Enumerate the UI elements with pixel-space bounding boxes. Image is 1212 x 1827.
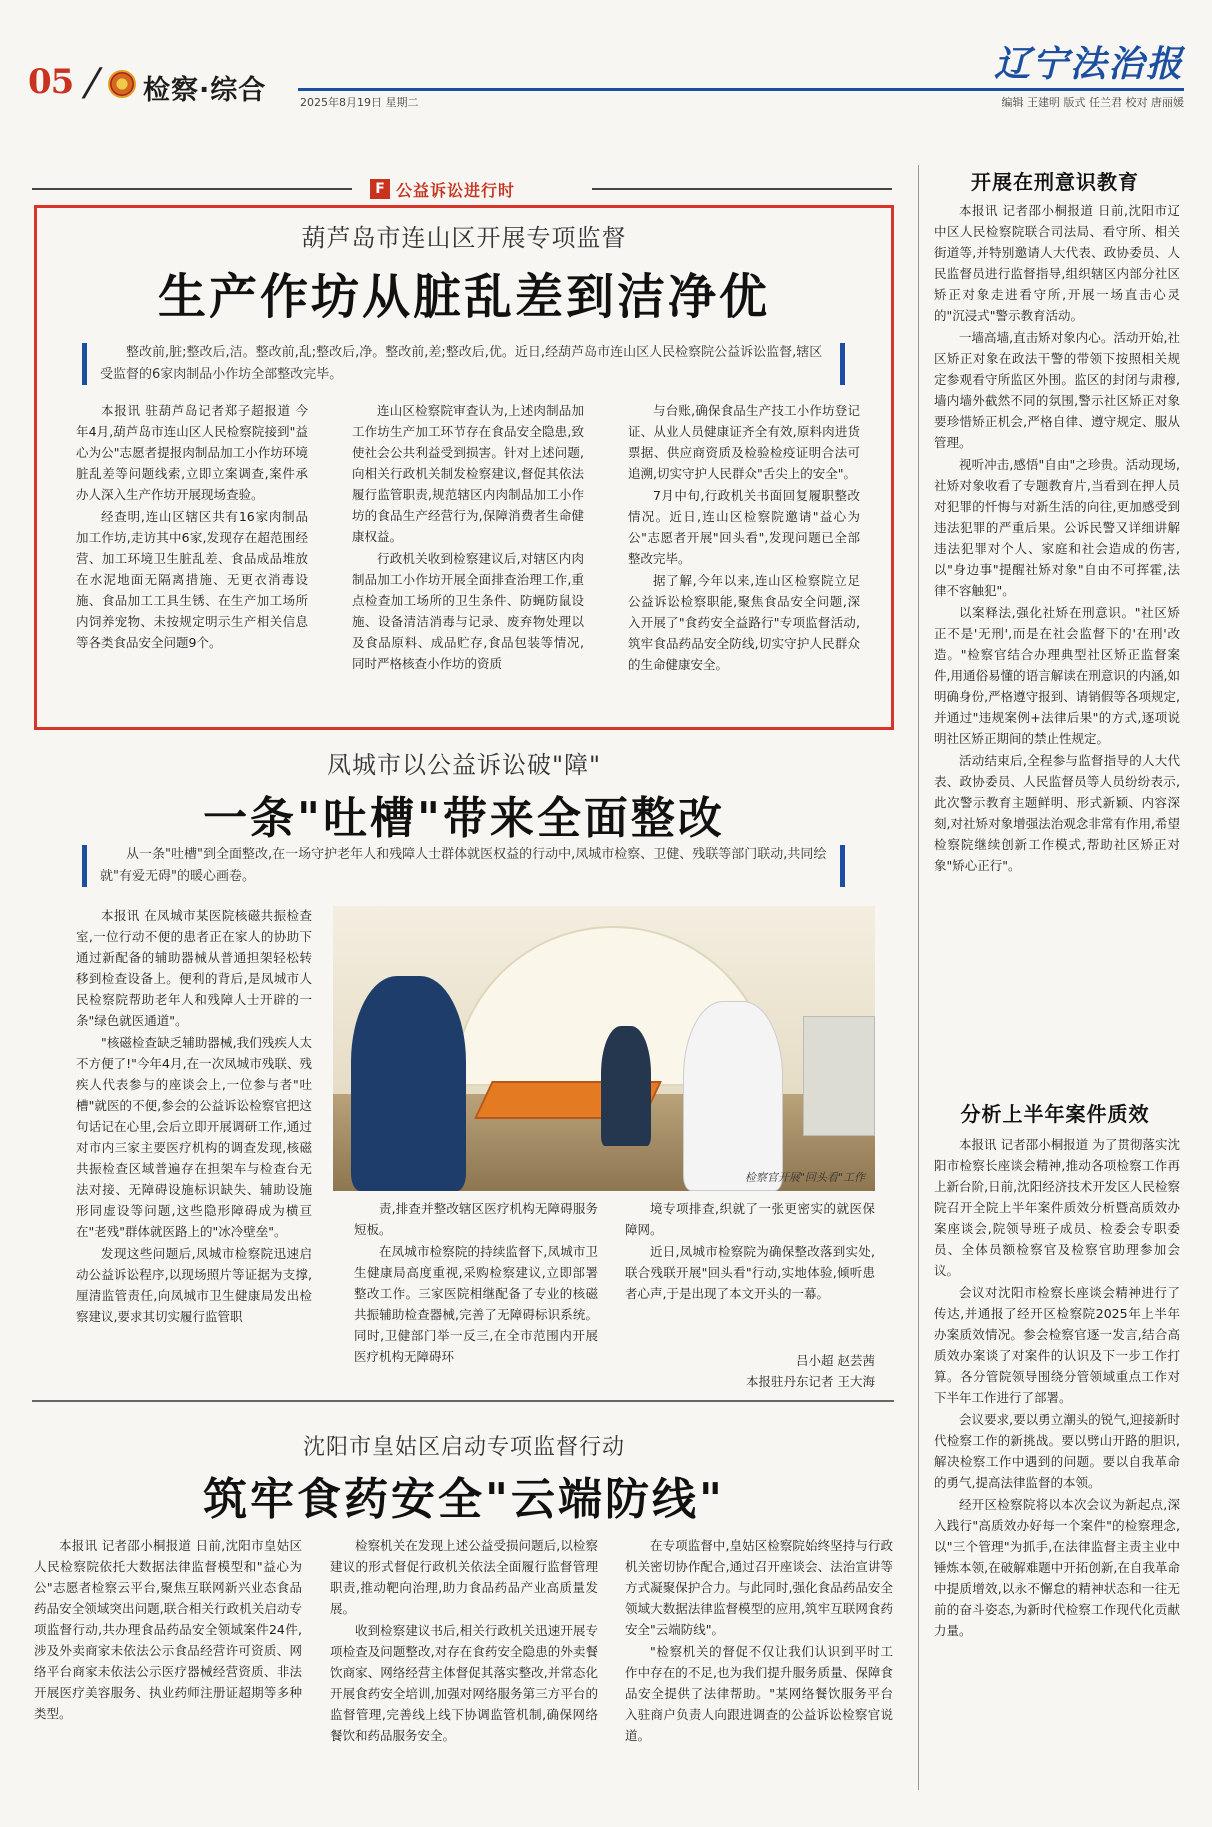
banner-label: 公益诉讼进行时 bbox=[396, 180, 516, 200]
paragraph: 责,排查并整改辖区医疗机构无障碍服务短板。 bbox=[354, 1201, 598, 1237]
paragraph: 连山区检察院审查认为,上述肉制品加工作坊生产加工环节存在食品安全隐患,致使社会公共利益受到损害。针对上述问题,向相关行政机关制发检察建议,督促其依法履行监管职责,规范辖区内肉制品加工小作坊的食品生产经营行为,保障消费者生命健康权益。 bbox=[352, 403, 584, 544]
paragraph: 检察机关在发现上述公益受损问题后,以检察建议的形式督促行政机关依法全面履行监督管理职责,推动靶向治理,助力食品药品产业高质量发展。 bbox=[330, 1538, 598, 1616]
side-article-1-headline: 开展在刑意识教育 bbox=[971, 170, 1139, 194]
column-divider bbox=[918, 165, 919, 1790]
person-staff bbox=[601, 1026, 651, 1146]
paragraph: 本报讯 记者邵小桐报道 日前,沈阳市皇姑区人民检察院依托大数据法律监督模型和"益心为公"志愿者检察云平台,聚焦互联网新兴业态食品药品安全领域突出问题,联合相关行政机关启动专项监督行动,共办理食品药品安全领域案件24件,涉及外卖商家未依法公示食品经营许可资质、网络平台商家未依法公示医疗器械经营资质、非法开展医疗美容服务、执业药师注册证超期等多种类型。 bbox=[34, 1538, 302, 1721]
page-number: 05 bbox=[28, 62, 74, 102]
side-article-2-headline: 分析上半年案件质效 bbox=[960, 1102, 1150, 1126]
article-2-column-2 bbox=[354, 1198, 598, 1368]
article-3-column-3 bbox=[625, 1535, 893, 1747]
section-banner bbox=[32, 178, 892, 200]
paragraph: 与台账,确保食品生产技工小作坊登记证、从业人员健康证齐全有效,原料肉进货票据、供应商资质及检验检疫证明合法可追溯,切实守护人民群众"舌尖上的安全"。 bbox=[628, 403, 860, 481]
side-article-2-body bbox=[934, 1134, 1180, 1642]
article-3-headline: 筑牢食药安全"云端防线" bbox=[203, 1474, 725, 1525]
paragraph: 经查明,连山区辖区共有16家肉制品加工作坊,走访其中6家,发现存在超范围经营、加工环境卫生脏乱差、食品成品堆放在水泥地面无隔离措施、无更衣消毒设施、食品加工工具生锈、在生产加工场所内饲养宠物、未按规定明示生产相关信息等各类食品安全问题9个。 bbox=[76, 509, 308, 650]
paragraph: 境专项排查,织就了一张更密实的就医保障网。 bbox=[625, 1201, 875, 1237]
article-2-column-1 bbox=[76, 905, 312, 1328]
paragraph: 经开区检察院将以本次会议为新起点,深入践行"高质效办好每一个案件"的检察理念,以"三个管理"为抓手,在法律监督主责主业中锤炼本领,在破解难题中开拓创新,在自我革命中提质增效,以永不懈怠的精神状态和一往无前的奋斗姿态,为新时代检察工作现代化贡献力量。 bbox=[934, 1497, 1180, 1638]
article-2-column-3 bbox=[625, 1198, 875, 1305]
banner-tag bbox=[370, 178, 515, 200]
paragraph: 视听冲击,感悟"自由"之珍贵。活动现场,社矫对象收看了专题教育片,当看到在押人员对犯罪的忏悔与对新生活的向往,更加感受到违法犯罪的严重后果。公诉民警又详细讲解违法犯罪对个人、家庭和社会造成的伤害,以"身边事"提醒社矫对象"自由不可挥霍,法律不容触犯"。 bbox=[934, 457, 1180, 598]
paragraph: 一墙高墙,直击矫对象内心。活动开始,社区矫正对象在政法干警的带领下按照相关规定参观看守所监区外围。监区的封闭与肃穆,墙内墙外截然不同的氛围,警示社区矫正对象要珍惜矫正机会,严格自律、遵守规定、服从管理。 bbox=[934, 330, 1180, 450]
side-article-1-body bbox=[934, 200, 1180, 877]
paragraph: 行政机关收到检察建议后,对辖区内肉制品加工小作坊开展全面排查治理工作,重点检查加工场所的卫生条件、防蝇防鼠设施、设备清洁消毒与记录、废弃物处理以及食品原料、成品贮存,食品包装等情况,同时严格核查小作坊的资质 bbox=[352, 551, 584, 671]
article-2-lead: 从一条"吐槽"到全面整改,在一场守护老年人和残障人士群体就医权益的行动中,凤城市检察、卫健、残联等部门联动,共同绘就"有爱无碍"的暖心画卷。 bbox=[100, 847, 827, 884]
paragraph: 会议要求,要以勇立潮头的锐气,迎接新时代检察工作的新挑战。要以劈山开路的胆识,解决检察工作中遇到的问题。要以自我革命的勇气,提高法律监督的本领。 bbox=[934, 1412, 1180, 1490]
page-slash: / bbox=[80, 60, 105, 104]
lead-bar bbox=[840, 845, 845, 887]
article-3-column-2 bbox=[330, 1535, 598, 1747]
article-2-headline: 一条"吐槽"带来全面整改 bbox=[203, 793, 725, 844]
paragraph: 本报讯 记者邵小桐报道 日前,沈阳市辽中区人民检察院联合司法局、看守所、相关街道等,并特别邀请人大代表、政协委员、人民监督员进行监督指导,组织辖区内部分社区矫正对象走进看守所,开展一场直击心灵的"沉浸式"警示教育活动。 bbox=[934, 203, 1180, 323]
lead-bar bbox=[82, 343, 87, 385]
paragraph: 收到检察建议书后,相关行政机关迅速开展专项检查及问题整改,对存在食药安全隐患的外卖餐饮商家、网络经营主体督促其落实整改,并常态化开展食药安全培训,加强对网络服务第三方平台的监督管理,完善线上线下协调监管机制,确保网络餐饮和药品服务安全。 bbox=[330, 1623, 598, 1743]
article-2-byline-2: 本报驻丹东记者 王大海 bbox=[746, 1374, 875, 1389]
article-1-headline: 生产作坊从脏乱差到洁净优 bbox=[157, 269, 770, 325]
paper-logo: 辽宁法治报 bbox=[993, 43, 1184, 85]
paragraph: "核磁检查缺乏辅助器械,我们残疾人太不方便了!"今年4月,在一次凤城市残联、残疾人代表参与的座谈会上,一位参与者"吐槽"就医的不便,参会的公益诉讼检察官把这句话记在心里,会后立即开展调研工作,通过对市内三家主要医疗机构的调查发现,核磁共振检查区域普遍存在担架车与检查台无法对接、无障碍设施标识缺失、辅助设施形同虚设等问题,这些隐形障碍成为横亘在"老残"群体就医路上的"冰冷壁垒"。 bbox=[76, 1035, 312, 1239]
paragraph: 本报讯 在凤城市某医院核磁共振检查室,一位行动不便的患者正在家人的协助下通过新配备的辅助器械从普通担架轻松转移到检查设备上。便利的背后,是凤城市人民检察院帮助老年人和残障人士开辟的一条"绿色就医通道"。 bbox=[76, 908, 312, 1028]
person-doctor bbox=[683, 1001, 783, 1191]
paragraph: 近日,凤城市检察院为确保整改落到实处,联合残联开展"回头看"行动,实地体验,倾听患者心声,于是出现了本文开头的一幕。 bbox=[625, 1244, 875, 1301]
issue-date: 2025年8月19日 星期二 bbox=[300, 96, 419, 109]
national-emblem-icon bbox=[108, 70, 136, 98]
masthead-rule bbox=[298, 88, 1184, 91]
photo-caption: 检察官开展"回头看"工作 bbox=[744, 1171, 865, 1184]
article-1-column-3 bbox=[628, 400, 860, 676]
article-2-byline-1: 吕小超 赵芸茜 bbox=[796, 1353, 875, 1368]
paragraph: 本报讯 记者邵小桐报道 为了贯彻落实沈阳市检察长座谈会精神,推动各项检察工作再上新台阶,日前,沈阳经济技术开发区人民检察院召开全院上半年案件质效分析暨高质效办案座谈会,院领导班子成员、检委会专职委员、全体员额检察官及检察官助理参加会议。 bbox=[934, 1137, 1180, 1278]
article-1-column-1 bbox=[76, 400, 308, 654]
article-1-kicker: 葫芦岛市连山区开展专项监督 bbox=[301, 224, 627, 252]
paragraph: 在专项监督中,皇姑区检察院始终坚持与行政机关密切协作配合,通过召开座谈会、法治宣讲等方式凝聚保护合力。与此同时,强化食品药品安全领域大数据法律监督模型的应用,筑牢互联网食药安全"云端防线"。 bbox=[625, 1538, 893, 1637]
banner-letter-icon: F bbox=[370, 179, 390, 199]
person-prosecutor bbox=[351, 976, 466, 1191]
lead-bar bbox=[840, 343, 845, 385]
article-2-kicker: 凤城市以公益诉讼破"障" bbox=[326, 751, 602, 779]
paragraph: 会议对沈阳市检察长座谈会精神进行了传达,并通报了经开区检察院2025年上半年办案质效情况。参会检察官逐一发言,结合高质效办案谈了对案件的认识及下一步工作打算。各分管院领导围绕分管领域重点工作对下半年工作进行了部署。 bbox=[934, 1285, 1180, 1405]
paragraph: 本报讯 驻葫芦岛记者郑子超报道 今年4月,葫芦岛市连山区人民检察院接到"益心为公"志愿者提报肉制品加工小作坊环境脏乱差等问题线索,立即立案调查,案件承办人深入生产作坊开展现场查验。 bbox=[76, 403, 308, 502]
paragraph: 活动结束后,全程参与监督指导的人大代表、政协委员、人民监督员等人员纷纷表示,此次警示教育主题鲜明、形式新颖、内容深刻,对社矫对象增强法治观念非常有作用,希望检察院继续创新工作模式,帮助社区矫正对象"矫心正行"。 bbox=[934, 753, 1180, 873]
paragraph: "检察机关的督促不仅让我们认识到平时工作中存在的不足,也为我们提升服务质量、保障食品安全提供了法律帮助。"某网络餐饮服务平台入驻商户负责人向跟进调查的公益诉讼检察官说道。 bbox=[625, 1644, 893, 1743]
paragraph: 以案释法,强化社矫在刑意识。"社区矫正不是'无刑',而是在社会监督下的'在刑'改造。"检察官结合办理典型社区矫正监督案件,用通俗易懂的语言解读在刑意识的内涵,如明确身份,严格遵守报到、请销假等各项规定,并通过"违规案例+法律后果"的方式,逐项说明社区矫正期间的禁止性规定。 bbox=[934, 605, 1180, 746]
article-1-column-2 bbox=[352, 400, 584, 675]
article-1-lead: 整改前,脏;整改后,洁。整改前,乱;整改后,净。整改前,差;整改后,优。近日,经葫芦岛市连山区人民检察院公益诉讼监督,辖区受监督的6家肉制品小作坊全部整改完毕。 bbox=[100, 345, 823, 382]
editor-credits: 编辑 王建明 版式 任兰君 校对 唐丽媛 bbox=[1001, 96, 1184, 109]
masthead bbox=[28, 30, 1184, 115]
paragraph: 在凤城市检察院的持续监督下,凤城市卫生健康局高度重视,采购检察建议,立即部署整改工作。三家医院相继配备了专业的核磁共振辅助检查器械,完善了无障碍标识系统。同时,卫健部门举一反三,在全市范围内开展医疗机构无障碍环 bbox=[354, 1244, 598, 1364]
article-3-kicker: 沈阳市皇姑区启动专项监督行动 bbox=[302, 1435, 625, 1460]
paragraph: 据了解,今年以来,连山区检察院立足公益诉讼检察职能,聚焦食品安全问题,深入开展了"食药安全益路行"专项监督活动,筑牢食品药品安全防线,切实守护人民群众的生命健康安全。 bbox=[628, 573, 860, 672]
lead-bar bbox=[82, 845, 87, 887]
article-separator bbox=[32, 1400, 894, 1402]
news-photo bbox=[333, 906, 875, 1191]
paragraph: 7月中旬,行政机关书面回复履职整改情况。近日,连山区检察院邀请"益心为公"志愿者开展"回头看",发现问题已全部整改完毕。 bbox=[628, 488, 860, 566]
article-3-column-1 bbox=[34, 1535, 302, 1725]
paragraph: 发现这些问题后,凤城市检察院迅速启动公益诉讼程序,以现场照片等证据为支撑,厘清监管责任,向凤城市卫生健康局发出检察建议,要求其切实履行监管职 bbox=[76, 1246, 312, 1324]
section-name: 检察·综合 bbox=[143, 75, 267, 106]
